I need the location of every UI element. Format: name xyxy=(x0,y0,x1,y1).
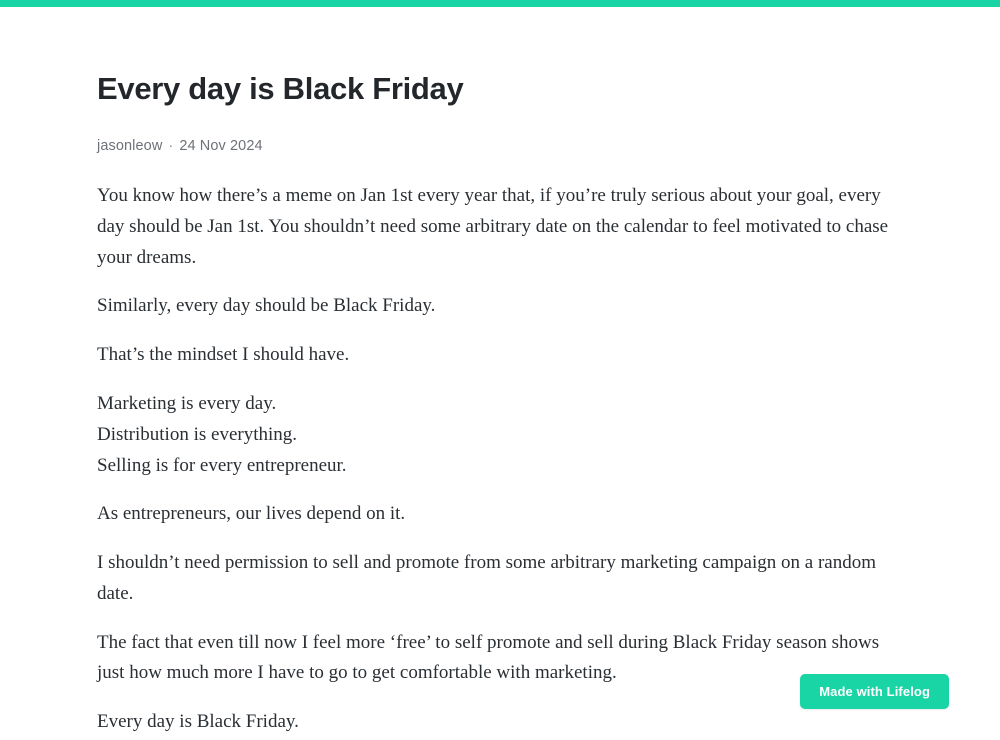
post-content xyxy=(97,70,897,738)
post-meta xyxy=(97,138,897,154)
post-body xyxy=(97,181,897,738)
post-line: Marketing is every day. xyxy=(97,393,277,415)
post-paragraph: Similarly, every day should be Black Friday. xyxy=(97,295,436,317)
made-with-lifelog-badge[interactable]: Made with Lifelog xyxy=(800,674,949,709)
post-author: jasonleow xyxy=(97,138,163,155)
post-paragraph: You know how there’s a meme on Jan 1st every year that, if you’re truly serious about your goal, every day should be Jan 1st. You shouldn’t need some arbitrary date on the calendar to feel motivated to chase your dreams. xyxy=(97,185,889,268)
post-paragraph: That’s the mindset I should have. xyxy=(97,344,350,366)
accent-top-bar xyxy=(0,0,1000,7)
post-paragraph: As entrepreneurs, our lives depend on it. xyxy=(97,503,406,525)
post-line: Distribution is everything. xyxy=(97,423,298,445)
meta-separator: · xyxy=(168,138,174,155)
post-paragraph: Every day is Black Friday. xyxy=(97,711,299,733)
post-paragraph: The fact that even till now I feel more ‘free’ to self promote and sell during Black Friday season shows just how much more I have to go to get comfortable with marketing. xyxy=(97,631,880,684)
post-paragraph-group xyxy=(97,389,897,481)
post-line: Selling is for every entrepreneur. xyxy=(97,454,347,476)
post-date: 24 Nov 2024 xyxy=(179,138,263,155)
post-page xyxy=(0,7,1000,740)
post-paragraph: I shouldn’t need permission to sell and promote from some arbitrary marketing campaign on a random date. xyxy=(97,552,876,604)
page-title: Every day is Black Friday xyxy=(97,71,464,106)
